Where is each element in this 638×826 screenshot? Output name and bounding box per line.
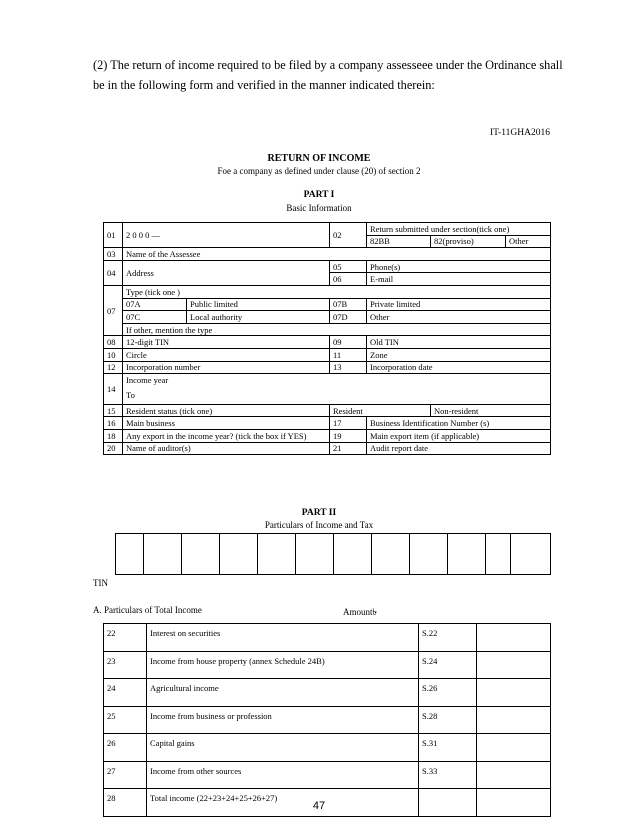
option-other[interactable]: Other: [506, 235, 551, 248]
income-row-label: Income from house property (annex Schedule 24B): [147, 651, 419, 679]
code-07a: 07A: [123, 298, 187, 311]
table-row: [104, 260, 551, 273]
row-number: 06: [330, 273, 367, 286]
page-number: 47: [312, 800, 326, 812]
part2-heading: PART II: [301, 508, 337, 518]
phone-field[interactable]: Phone(s): [367, 260, 551, 273]
tin-label: TIN: [93, 578, 108, 588]
table-row: [104, 336, 551, 349]
income-row-section: S.22: [419, 624, 477, 652]
option-resident[interactable]: Resident: [330, 404, 431, 417]
row-number: 08: [104, 336, 123, 349]
table-row: [104, 374, 551, 386]
other-type-field[interactable]: If other, mention the type: [123, 323, 551, 336]
amount-label: Amount৳: [343, 607, 377, 617]
tin-digit-box[interactable]: [116, 534, 144, 575]
intro-paragraph: (2) The return of income required to be filed by a company assesseee under the Ordinance shall be in the following form and verified in the manner indicated therein:: [93, 58, 563, 92]
row-number: 07: [104, 285, 123, 335]
export-checkbox-field[interactable]: Any export in the income year? (tick the box if YES): [123, 429, 330, 442]
income-row-number: 25: [104, 706, 147, 734]
income-row-label: Capital gains: [147, 734, 419, 762]
row-number: 15: [104, 404, 123, 417]
circle-field[interactable]: Circle: [123, 348, 330, 361]
export-item-field[interactable]: Main export item (if applicable): [367, 429, 551, 442]
income-row-number: 22: [104, 624, 147, 652]
table-row: [104, 323, 551, 336]
form-subtitle: Foe a company as defined under clause (20) of section 2: [217, 166, 421, 176]
row-number: 14: [104, 374, 123, 405]
code-07d: 07D: [330, 311, 367, 324]
bin-field[interactable]: Business Identification Number (s): [367, 417, 551, 430]
row-number: 03: [104, 248, 123, 261]
tin-boxes: [115, 533, 551, 575]
table-row: [104, 624, 551, 652]
row-number: 02: [330, 223, 367, 248]
option-private-limited[interactable]: Private limited: [367, 298, 551, 311]
income-row-label: Income from business or profession: [147, 706, 419, 734]
part1-subheading: Basic Information: [286, 203, 352, 213]
income-year-label: Income year: [123, 374, 551, 386]
total-income-heading: A. Particulars of Total Income: [93, 605, 202, 615]
return-section-label: Return submitted under section(tick one): [367, 223, 551, 236]
income-row-number: 26: [104, 734, 147, 762]
income-row-section: S.33: [419, 761, 477, 789]
tin-field[interactable]: 12-digit TIN: [123, 336, 330, 349]
income-amount-field[interactable]: [477, 651, 551, 679]
type-label: Type (tick one ): [123, 285, 551, 298]
row-number: 11: [330, 348, 367, 361]
main-business-field[interactable]: Main business: [123, 417, 330, 430]
table-row: [104, 298, 551, 311]
income-row-number: 27: [104, 761, 147, 789]
income-year-to-field[interactable]: To: [123, 386, 551, 405]
option-local-authority[interactable]: Local authority: [187, 311, 330, 324]
table-row: [104, 404, 551, 417]
table-row: [104, 223, 551, 236]
income-row-label: Total income (22+23+24+25+26+27): [147, 789, 419, 817]
email-field[interactable]: E-mail: [367, 273, 551, 286]
income-amount-field[interactable]: [477, 624, 551, 652]
tin-digit-box[interactable]: [448, 534, 486, 575]
table-row: [104, 706, 551, 734]
audit-date-field[interactable]: Audit report date: [367, 442, 551, 455]
option-82bb[interactable]: 82BB: [367, 235, 431, 248]
row-number: 16: [104, 417, 123, 430]
incorporation-date-field[interactable]: Incorporation date: [367, 361, 551, 374]
income-table: [103, 623, 551, 817]
table-row: [104, 761, 551, 789]
row-number: 05: [330, 260, 367, 273]
row-number: 09: [330, 336, 367, 349]
table-row: [104, 311, 551, 324]
income-row-label: Interest on securities: [147, 624, 419, 652]
tin-digit-box[interactable]: [486, 534, 511, 575]
row-number: 12: [104, 361, 123, 374]
incorporation-number-field[interactable]: Incorporation number: [123, 361, 330, 374]
income-row-number: 28: [104, 789, 147, 817]
income-amount-field[interactable]: [477, 734, 551, 762]
table-row: [104, 429, 551, 442]
row-number: 04: [104, 260, 123, 285]
tin-digit-box[interactable]: [296, 534, 334, 575]
part2-subheading: Particulars of Income and Tax: [264, 520, 374, 530]
income-row-label: Agricultural income: [147, 679, 419, 707]
row-number: 18: [104, 429, 123, 442]
code-07c: 07C: [123, 311, 187, 324]
option-public-limited[interactable]: Public limited: [187, 298, 330, 311]
table-row: [104, 248, 551, 261]
table-row: [104, 348, 551, 361]
assessee-name-field[interactable]: Name of the Assessee: [123, 248, 551, 261]
table-row: [104, 651, 551, 679]
code-07b: 07B: [330, 298, 367, 311]
table-row: [104, 442, 551, 455]
option-other-type[interactable]: Other: [367, 311, 551, 324]
income-amount-field[interactable]: [477, 761, 551, 789]
basic-info-table: [103, 222, 551, 455]
old-tin-field[interactable]: Old TIN: [367, 336, 551, 349]
tin-digit-box[interactable]: [144, 534, 182, 575]
year-field[interactable]: 2 0 0 0 —: [123, 223, 330, 248]
row-number: 17: [330, 417, 367, 430]
row-number: 13: [330, 361, 367, 374]
form-code: IT-11GHA2016: [490, 128, 550, 138]
row-number: 19: [330, 429, 367, 442]
income-row-section: S.31: [419, 734, 477, 762]
tin-digit-box[interactable]: [220, 534, 258, 575]
option-82-proviso[interactable]: 82(proviso): [431, 235, 506, 248]
form-title: RETURN OF INCOME: [267, 153, 371, 164]
table-row: [104, 361, 551, 374]
income-row-section: S.26: [419, 679, 477, 707]
tin-digit-box[interactable]: [410, 534, 448, 575]
tin-digit-box[interactable]: [258, 534, 296, 575]
tin-digit-box[interactable]: [334, 534, 372, 575]
row-number: 01: [104, 223, 123, 248]
income-row-section: S.28: [419, 706, 477, 734]
income-amount-field[interactable]: [477, 679, 551, 707]
part1-heading: PART I: [303, 190, 335, 200]
table-row: [104, 734, 551, 762]
table-row: [104, 386, 551, 405]
row-number: 10: [104, 348, 123, 361]
tin-digit-box[interactable]: [182, 534, 220, 575]
table-row: [104, 679, 551, 707]
tin-digit-box[interactable]: [511, 534, 551, 575]
table-row: [104, 417, 551, 430]
zone-field[interactable]: Zone: [367, 348, 551, 361]
income-row-number: 24: [104, 679, 147, 707]
income-amount-field[interactable]: [477, 706, 551, 734]
auditor-field[interactable]: Name of auditor(s): [123, 442, 330, 455]
resident-status-label: Resident status (tick one): [123, 404, 330, 417]
address-field[interactable]: Address: [123, 260, 330, 285]
income-row-number: 23: [104, 651, 147, 679]
row-number: 20: [104, 442, 123, 455]
tin-digit-box[interactable]: [372, 534, 410, 575]
row-number: 21: [330, 442, 367, 455]
option-non-resident[interactable]: Non-resident: [431, 404, 551, 417]
income-row-label: Income from other sources: [147, 761, 419, 789]
table-row: [104, 285, 551, 298]
income-row-section: S.24: [419, 651, 477, 679]
